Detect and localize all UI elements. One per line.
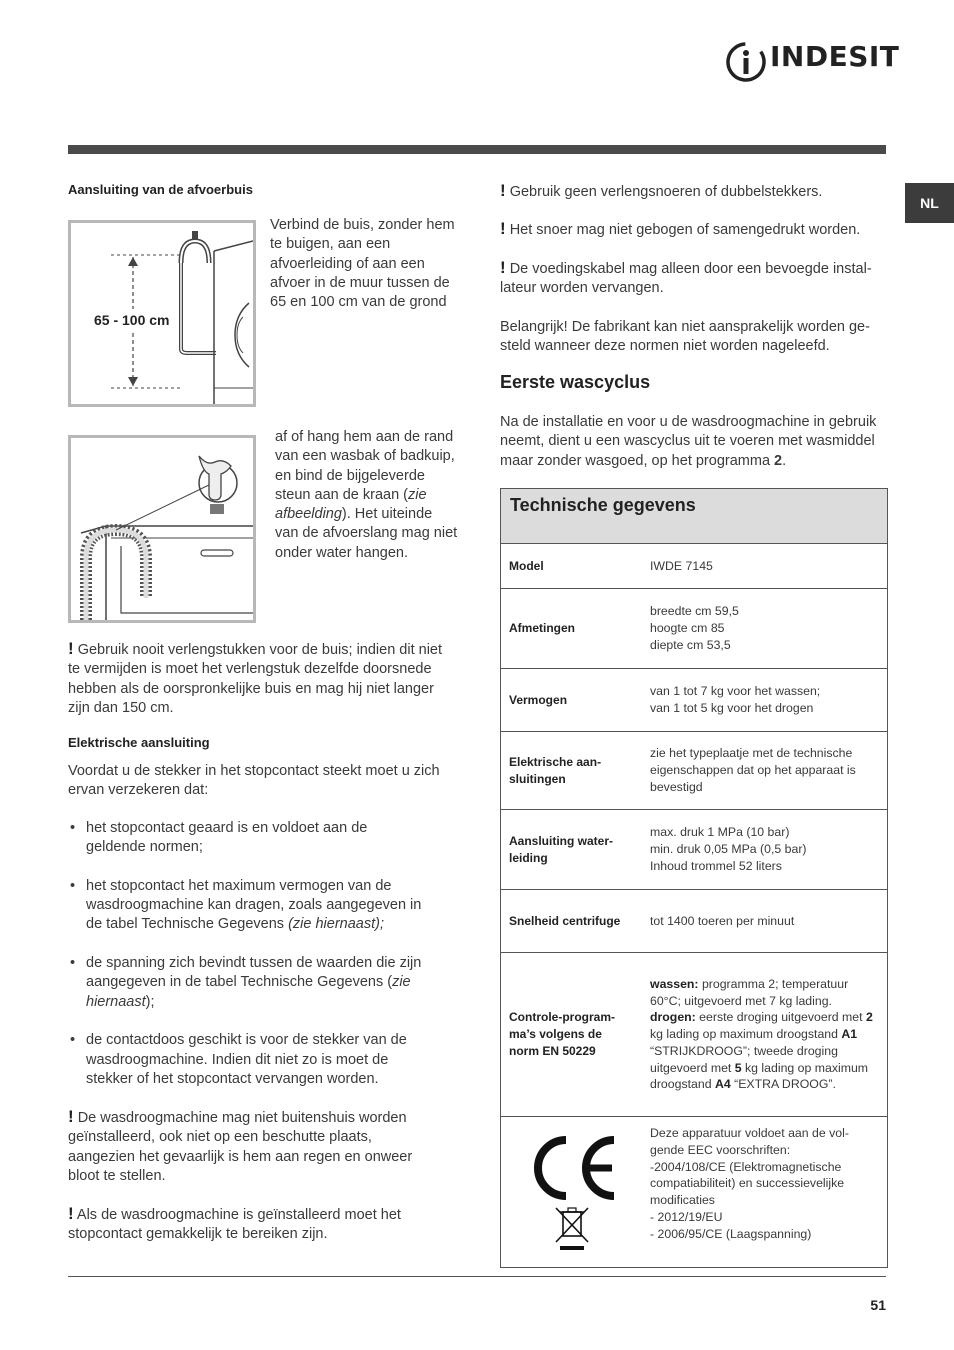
row-label: Elektrische aansluitingen xyxy=(509,754,602,786)
indesit-logo-icon xyxy=(724,40,768,84)
warning-outdoor: ! De wasdroogmachine mag niet buitenshuis worden geïnstalleerd, ook niet op een beschutte plaats, aangezien het gevaarlijk is hem aan regen en onweer bloot te stellen. xyxy=(68,1107,413,1184)
warning-socket-access: ! Als de wasdroogmachine is geïnstalleerd moet het stopcontact gemakkelijk te bereiken zijn. xyxy=(68,1204,401,1243)
drain-heading: Aansluiting van de afvoerbuis xyxy=(68,182,253,197)
warning-icon: ! xyxy=(500,258,506,277)
warning-cable-replace: ! De voedingskabel mag alleen door een bevoegde installateur worden vervangen. xyxy=(500,258,872,297)
height-range-label: 65 - 100 cm xyxy=(94,312,170,328)
ce-mark-icon xyxy=(522,1132,622,1204)
electrical-checklist xyxy=(68,819,428,1108)
warning-icon: ! xyxy=(68,1204,74,1223)
table-row xyxy=(501,589,887,669)
electrical-intro: Voordat u de stekker in het stopcontact steekt moet u zich ervan verzekeren dat: xyxy=(68,763,440,799)
list-item: • het stopcontact geaard is en voldoet aan de geldende normen; xyxy=(68,819,428,858)
table-row xyxy=(501,890,887,953)
electrical-heading: Elektrische aansluiting xyxy=(68,735,210,750)
row-label: Model xyxy=(509,558,544,573)
row-label: Afmetingen xyxy=(509,621,575,635)
row-value: Deze apparatuur voldoet aan de volgende EEC voorschriften: -2004/108/CE (Elektromagnetische compatiabiliteit) en successievelijke modificaties - 2012/19/EU - 2006/95/CE (Laagspanning) xyxy=(650,1126,849,1241)
warning-extension-cords: ! Gebruik geen verlengsnoeren of dubbelstekkers. xyxy=(500,181,823,200)
drain-text-2: af of hang hem aan de rand van een wasbak of badkuip, en bind de bijgeleverde steun aan de kraan (zie afbeelding). Het uiteinde van de afvoerslang mag niet onder water hangen. xyxy=(275,429,458,561)
important-notice: Belangrijk! De fabrikant kan niet aansprakelijk worden gesteld wanneer deze normen niet worden nageleefd. xyxy=(500,319,870,355)
warning-icon: ! xyxy=(68,1107,74,1126)
drain-sink-figure xyxy=(68,435,256,623)
row-value: breedte cm 59,5 hoogte cm 85 diepte cm 53,5 xyxy=(650,604,739,652)
row-value: zie het typeplaatje met de technische eigenschappen dat op het apparaat is bevestigd xyxy=(650,746,856,794)
table-row xyxy=(501,544,887,589)
sink-drain-illustration xyxy=(71,438,253,620)
first-cycle-text: Na de installatie en voor u de wasdroogmachine in gebruik neemt, dient u een wascyclus uit te voeren met wasmiddel maar zonder wasgoed, op het programma 2. xyxy=(500,414,877,469)
page-number: 51 xyxy=(870,1297,886,1313)
table-row xyxy=(501,953,887,1117)
table-row xyxy=(501,1117,887,1267)
language-tab: NL xyxy=(905,183,954,223)
table-row xyxy=(501,810,887,890)
warning-icon: ! xyxy=(500,181,506,200)
row-value: max. druk 1 MPa (10 bar) min. druk 0,05 MPa (0,5 bar) Inhoud trommel 52 liters xyxy=(650,825,807,873)
row-label: Vermogen xyxy=(509,692,568,707)
header-bar xyxy=(68,145,886,154)
first-cycle-heading: Eerste wascyclus xyxy=(500,372,651,392)
list-item: • de contactdoos geschikt is voor de stekker van de wasdroogmachine. Indien dit niet zo is moet de stekker of het stopcontact vervangen worden. xyxy=(68,1031,428,1089)
row-value: van 1 tot 7 kg voor het wassen; van 1 tot 5 kg voor het drogen xyxy=(650,684,821,715)
row-value: IWDE 7145 xyxy=(650,558,713,573)
warning-extension-pipe: ! Gebruik nooit verlengstukken voor de buis; indien dit niet te vermijden is moet het verlengstuk dezelfde doorsnede hebben als de oorspronkelijke buis en mag hij niet langer zijn dan 150 cm. xyxy=(68,639,443,716)
brand-name: INDESIT xyxy=(770,40,900,73)
list-item: • de spanning zich bevindt tussen de waarden die zijn aangegeven in de tabel Technische Gegevens (zie hiernaast); xyxy=(68,954,428,1012)
row-label: Snelheid centrifuge xyxy=(509,913,621,928)
footer-line xyxy=(68,1276,886,1277)
row-value: tot 1400 toeren per minuut xyxy=(650,913,795,928)
warning-cable-bent: ! Het snoer mag niet gebogen of samengedrukt worden. xyxy=(500,219,861,238)
certification-marks xyxy=(501,1117,642,1267)
list-item: • het stopcontact het maximum vermogen van de wasdroogmachine kan dragen, zoals aangegeven in de tabel Technische Gegevens (zie hiernaast); xyxy=(68,877,428,935)
drain-text-1: Verbind de buis, zonder hem te buigen, aan een afvoerleiding of aan een afvoer in de muur tussen de 65 en 100 cm van de grond xyxy=(270,217,455,311)
weee-bin-icon xyxy=(554,1206,590,1252)
table-row xyxy=(501,669,887,732)
table-title: Technische gegevens xyxy=(501,489,887,544)
warning-icon: ! xyxy=(500,219,506,238)
row-label: Controle-programma’s volgens de norm EN 50229 xyxy=(509,1010,615,1058)
row-value: wassen: programma 2; temperatuur 60°C; uitgevoerd met 7 kg lading. drogen: eerste droging uitgevoerd met 2 kg lading op maximum droogstand A1 “STRIJKDROOG”; tweede droging uitgevoerd met 5 kg lading op maximum droogstand A4 “EXTRA DROOG”. xyxy=(650,976,873,1092)
technical-data-table xyxy=(500,488,888,1268)
table-row xyxy=(501,732,887,810)
row-label: Aansluiting waterleiding xyxy=(509,833,614,865)
warning-icon: ! xyxy=(68,639,74,658)
